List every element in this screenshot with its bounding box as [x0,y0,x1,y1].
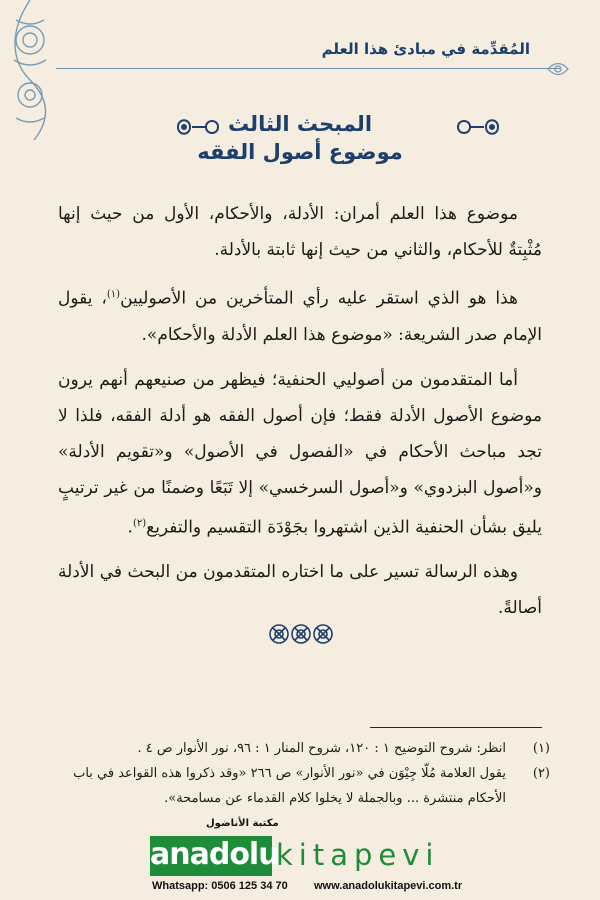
watermark-whatsapp: Whatsapp: 0506 125 34 70 [152,880,288,892]
paragraph-3-text: أما المتقدمون من أصوليي الحنفية؛ فيظهر من صنيعهم أنهم يرون موضوع الأصول الأدلة فقط؛ فإن أصول الفقه هو أدلة الفقه، فلذا لا تجد مباحث الأحكام في «الفصول في الأصول» و«تقويم الأدلة» و«أصول البزدوي» و«أصول السرخسي» إلا تَبَعًا وضمنًا من غير ترتيبٍ يليق بشأن الحنفية الذين اشتهروا بجَوْدَة التقسيم والتفريع [58,369,542,538]
footnotes [50,736,550,811]
section-subheading: موضوع أصول الفقه [197,140,403,164]
paragraph-2 [58,277,542,353]
footnote-ref-2[interactable]: (٢) [132,517,147,529]
section-heading: المبحث الثالث [227,112,373,136]
paragraph-2-text-b: ، يقول الإمام صدر الشريعة: «موضوع هذا العلم الأدلة والأحكام». [58,288,542,345]
footnote-number: (٢) [532,766,550,781]
paragraph-3-end: . [127,517,133,538]
paragraph-3 [58,362,542,546]
footnote-number: (١) [532,741,550,756]
running-header: المُقدِّمة في مبادئ هذا العلم [321,40,530,58]
watermark-arabic-name: مكتبة الأناضول [206,818,279,829]
header-rule [56,68,560,69]
footnote-text: يقول العلامة مُلّا جِيْوَن في «نور الأنوار» ص ٢٦٦ «وقد ذكروا هذه القواعد في باب الأحكام منتشرة ... وبالجملة لا يخلوا كلام القدماء عن مسامحة». [73,766,506,806]
paragraph-4: وهذه الرسالة تسير على ما اختاره المتقدمون من البحث في الأدلة أصالةً. [58,562,542,619]
footnote-ref-1[interactable]: (١) [106,289,121,300]
paragraph-2-text-a: هذا هو الذي استقر عليه رأي المتأخرين من الأصوليين [120,288,519,309]
body-text [58,196,542,635]
watermark-website: www.anadolukitapevi.com.tr [314,880,463,892]
divider-ornament-icon [268,622,334,646]
section-title-block [0,112,600,164]
footnote-text: انظر: شروح التوضيح ١ : ١٢٠، شروح المنار ١ : ٩٦، نور الأنوار ص ٤ . [137,741,506,756]
footnote-2 [50,761,550,811]
footnote-1 [50,736,550,761]
header-ornament-icon [546,58,570,80]
watermark-brand-right: kitapevi [276,838,440,872]
paragraph-1: موضوع هذا العلم أمران: الأدلة، والأحكام، الأول من حيث إنها مُثْبِتةٌ للأحكام، والثاني من حيث إنها ثابتة بالأدلة. [58,204,542,260]
footnote-rule [370,727,542,728]
watermark-brand-left: anadolu [150,836,272,876]
